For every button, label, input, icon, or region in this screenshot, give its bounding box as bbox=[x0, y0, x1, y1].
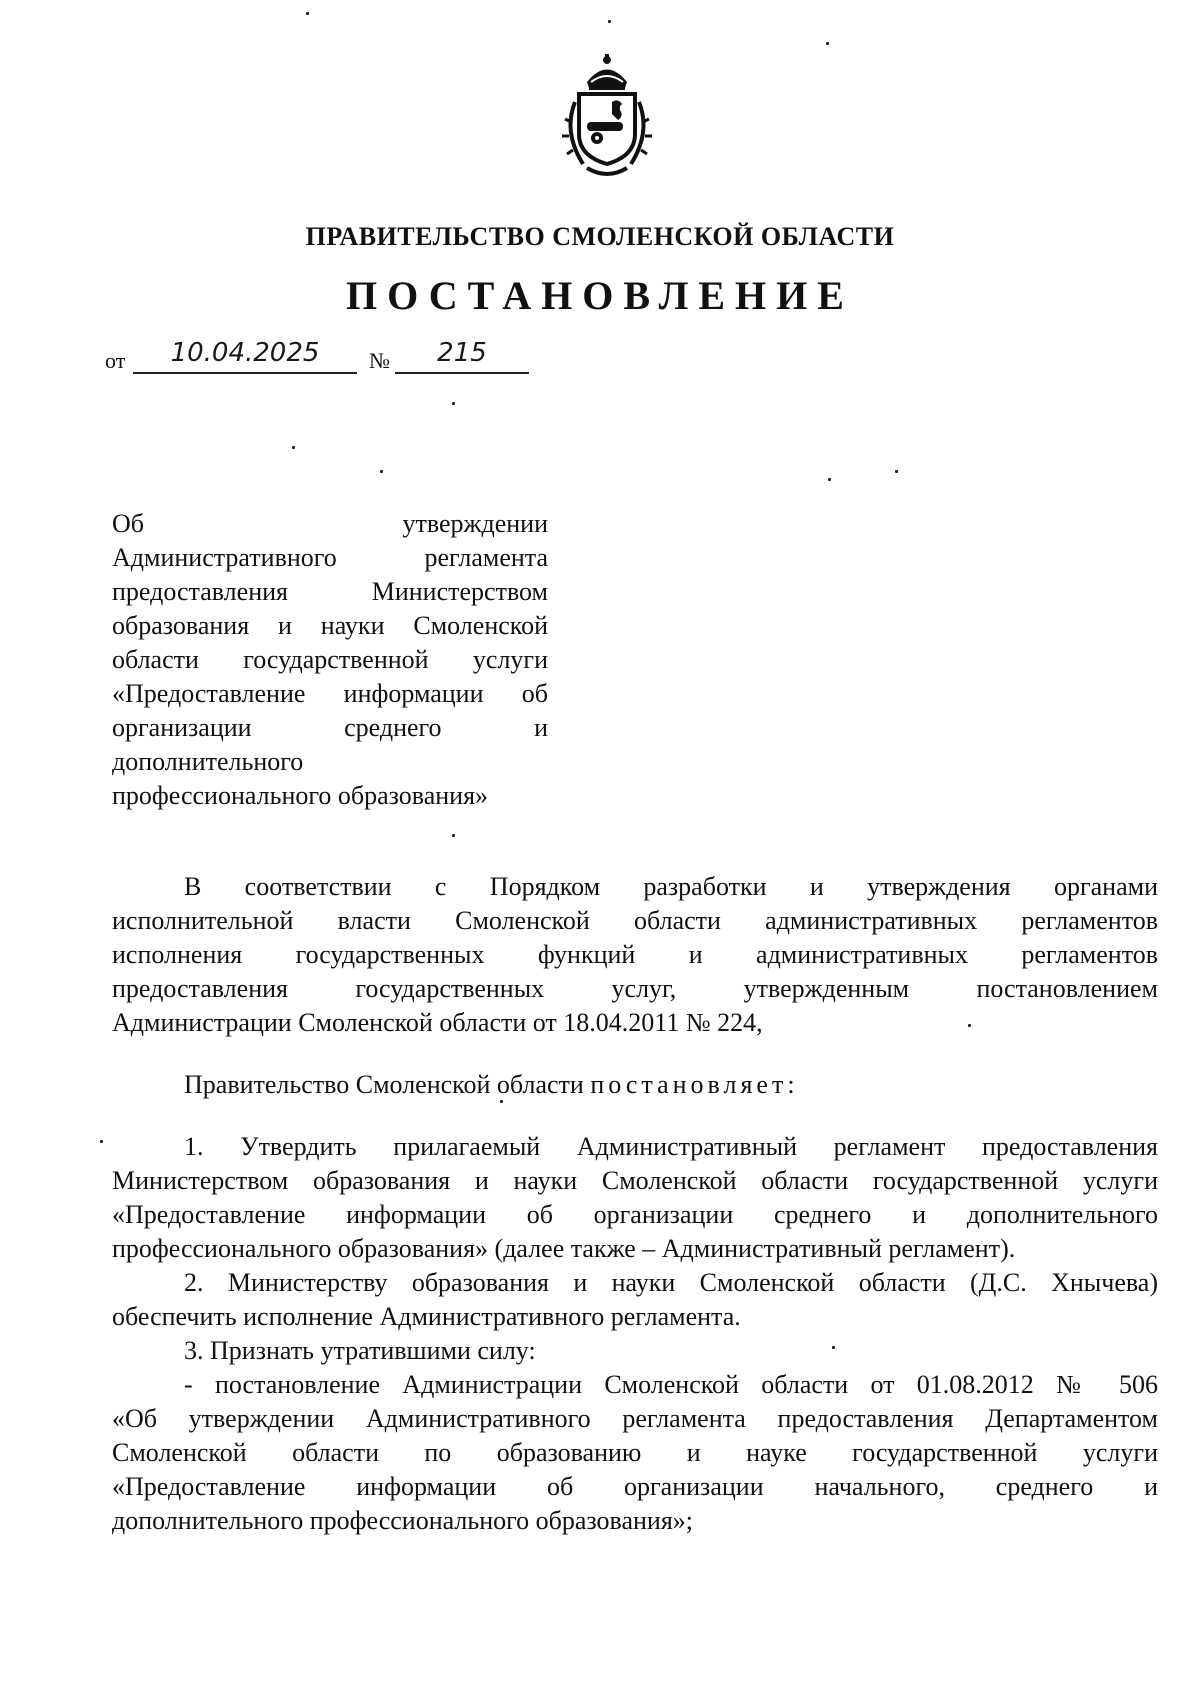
scan-speck bbox=[500, 1100, 503, 1103]
subject-line: Об утверждении bbox=[112, 509, 548, 538]
date-value: 10.04.2025 bbox=[133, 338, 357, 374]
scan-speck bbox=[832, 1346, 835, 1349]
item3-line: Смоленской области по образованию и науке государственной услуги bbox=[112, 1438, 1158, 1467]
item3-line: - постановление Администрации Смоленской области от 01.08.2012 № 506 bbox=[184, 1370, 1158, 1399]
subject-line: Административного регламента bbox=[112, 543, 548, 572]
preamble bbox=[112, 870, 1158, 1040]
scan-speck bbox=[608, 20, 611, 23]
item3-title: 3. Признать утратившими силу: bbox=[184, 1336, 536, 1365]
date-label: от bbox=[105, 348, 126, 373]
subject-line: дополнительного bbox=[112, 747, 304, 776]
coat-of-arms-icon bbox=[557, 52, 657, 182]
preamble-line: В соответствии с Порядком разработки и утверждения органами bbox=[184, 872, 1158, 901]
item1-line: 1. Утвердить прилагаемый Административный регламент предоставления bbox=[184, 1132, 1158, 1161]
subject-line: профессионального образования» bbox=[112, 781, 489, 810]
subject-line: «Предоставление информации об bbox=[112, 679, 548, 708]
scan-speck bbox=[826, 42, 829, 45]
item1-line: «Предоставление информации об организации среднего и дополнительного bbox=[112, 1200, 1158, 1229]
number-value: 215 bbox=[395, 338, 529, 374]
scan-speck bbox=[380, 470, 383, 473]
items bbox=[112, 1130, 1158, 1538]
subject-line: предоставления Министерством bbox=[112, 577, 548, 606]
scan-speck bbox=[895, 470, 898, 473]
item1-line: профессионального образования» (далее также – Административный регламент). bbox=[112, 1234, 1016, 1263]
scan-speck bbox=[100, 1140, 103, 1143]
resolves-line bbox=[112, 1068, 1158, 1102]
document-type-title: ПОСТАНОВЛЕНИЕ bbox=[346, 273, 854, 318]
preamble-line: исполнения государственных функций и административных регламентов bbox=[112, 940, 1158, 969]
item3-line: дополнительного профессионального образования»; bbox=[112, 1506, 694, 1535]
item2-line: обеспечить исполнение Административного регламента. bbox=[112, 1302, 741, 1331]
scan-speck bbox=[452, 834, 455, 837]
resolves-text: Правительство Смоленской области bbox=[184, 1070, 584, 1099]
item3-line: «Об утверждении Административного регламента предоставления Департаментом bbox=[112, 1404, 1158, 1433]
number-label: № bbox=[369, 348, 390, 373]
subject-line: организации среднего и bbox=[112, 713, 548, 742]
scan-speck bbox=[452, 402, 455, 405]
item2-line: 2. Министерству образования и науки Смоленской области (Д.С. Хнычева) bbox=[184, 1268, 1158, 1297]
preamble-line: исполнительной власти Смоленской области административных регламентов bbox=[112, 906, 1158, 935]
preamble-line: Администрации Смоленской области от 18.04.2011 № 224, bbox=[112, 1008, 763, 1037]
scan-speck bbox=[292, 446, 295, 449]
document-subject bbox=[112, 507, 548, 813]
subject-line: области государственной услуги bbox=[112, 645, 548, 674]
organization-title: ПРАВИТЕЛЬСТВО СМОЛЕНСКОЙ ОБЛАСТИ bbox=[305, 222, 895, 251]
subject-line: образования и науки Смоленской bbox=[112, 611, 548, 640]
item1-line: Министерством образования и науки Смоленской области государственной услуги bbox=[112, 1166, 1158, 1195]
preamble-line: предоставления государственных услуг, утвержденным постановлением bbox=[112, 974, 1158, 1003]
resolves-keyword: постановляет: bbox=[590, 1070, 799, 1099]
item3-line: «Предоставление информации об организации начального, среднего и bbox=[112, 1472, 1158, 1501]
scan-speck bbox=[306, 12, 309, 15]
scan-speck bbox=[968, 1024, 971, 1027]
scan-speck bbox=[828, 478, 831, 481]
